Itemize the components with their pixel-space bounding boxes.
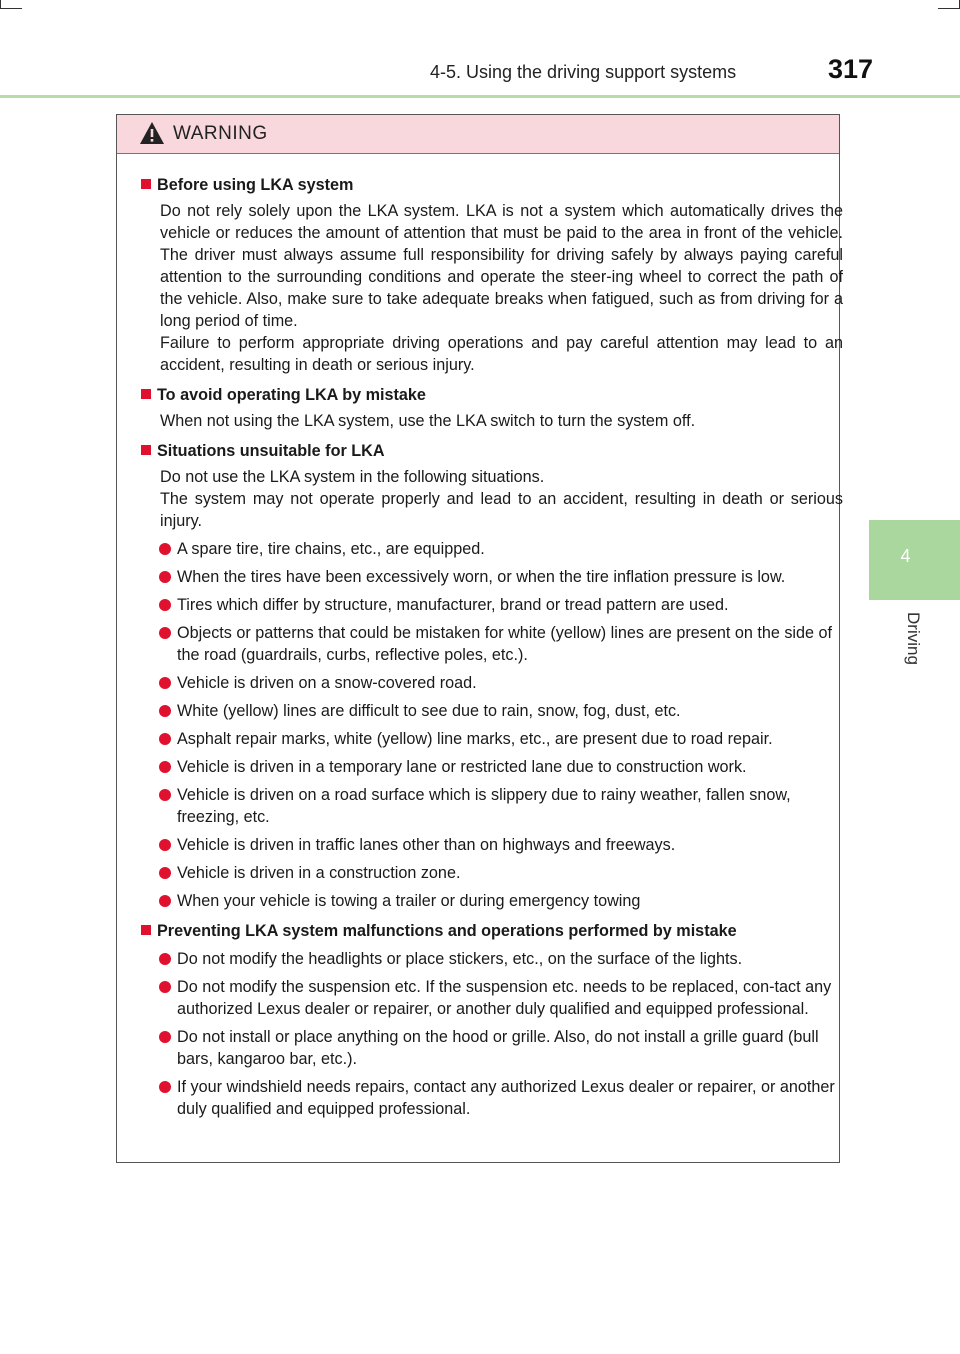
bullet-dot-icon (159, 627, 171, 639)
list-item: Vehicle is driven in a temporary lane or restricted lane due to construction work. (159, 756, 850, 778)
bullet-dot-icon (159, 895, 171, 907)
list-item: Do not modify the headlights or place stickers, etc., on the surface of the lights. (159, 948, 850, 970)
section-body (159, 200, 843, 376)
bullet-dot-icon (159, 981, 171, 993)
list-item: Vehicle is driven on a road surface which is slippery due to rainy weather, fallen snow, freezing, etc. (159, 784, 850, 828)
bullet-dot-icon (159, 733, 171, 745)
list-item: Do not install or place anything on the hood or grille. Also, do not install a grille guard (bull bars, kangaroo bar, etc.). (159, 1026, 850, 1070)
bullet-dot-icon (159, 789, 171, 801)
bullet-dot-icon (159, 867, 171, 879)
warning-triangle-icon (139, 121, 165, 145)
list-item: Tires which differ by structure, manufacturer, brand or tread pattern are used. (159, 594, 850, 616)
chapter-label (903, 612, 921, 692)
warning-section (141, 384, 831, 432)
list-item: When your vehicle is towing a trailer or during emergency towing (159, 890, 850, 912)
warning-header (117, 115, 839, 154)
bullet-dot-icon (159, 571, 171, 583)
paragraph: When not using the LKA system, use the LKA switch to turn the system off. (160, 412, 696, 430)
section-header: 4-5. Using the driving support systems (430, 62, 737, 82)
section-heading: Situations unsuitable for LKA (141, 440, 831, 462)
chapter-number: 4 (900, 546, 911, 566)
square-bullet-icon (141, 925, 151, 935)
bullet-dot-icon (159, 677, 171, 689)
bullet-dot-icon (159, 1031, 171, 1043)
warning-title: WARNING (173, 123, 268, 144)
square-bullet-icon (141, 389, 151, 399)
crop-mark (0, 0, 1, 8)
bullet-dot-icon (159, 953, 171, 965)
list-item: When the tires have been excessively worn, or when the tire inflation pressure is low. (159, 566, 850, 588)
bullet-dot-icon (159, 839, 171, 851)
list-item: Vehicle is driven in a construction zone. (159, 862, 850, 884)
section-heading: To avoid operating LKA by mistake (141, 384, 831, 406)
crop-mark (938, 8, 960, 9)
section-heading: Before using LKA system (141, 174, 831, 196)
paragraph: Do not use the LKA system in the following situations. (160, 468, 545, 486)
crop-mark (0, 8, 22, 9)
warning-section (141, 174, 843, 376)
bullet-dot-icon (159, 543, 171, 555)
warning-section (141, 920, 835, 1120)
paragraph: Do not rely solely upon the LKA system. LKA is not a system which automatically drives the vehicle or reduces the amount of attention that must be paid to the area in front of the vehicle. The driver must always assume full responsibility for driving safely by always paying careful attention to the surrounding conditions and operate the steer-ing wheel to correct the path of the vehicle. Also, make sure to take adequate breaks when fatigued, such as from driving for a long period of time. (160, 202, 843, 330)
section-heading: Preventing LKA system malfunctions and operations performed by mistake (141, 920, 831, 942)
list-item: Asphalt repair marks, white (yellow) line marks, etc., are present due to road repair. (159, 728, 850, 750)
chapter-tab (869, 520, 960, 600)
list-item: Vehicle is driven on a snow-covered road. (159, 672, 850, 694)
list-item: A spare tire, tire chains, etc., are equipped. (159, 538, 850, 560)
warning-content (117, 154, 843, 1120)
bullet-dot-icon (159, 599, 171, 611)
section-body (159, 410, 843, 432)
list-item: Objects or patterns that could be mistaken for white (yellow) lines are present on the side of the road (guardrails, curbs, reflective poles, etc.). (159, 622, 850, 666)
warning-section (141, 440, 843, 912)
square-bullet-icon (141, 445, 151, 455)
chapter-label-text: Driving (904, 612, 923, 665)
bullet-dot-icon (159, 1081, 171, 1093)
list-item: If your windshield needs repairs, contact any authorized Lexus dealer or repairer, or another duly qualified and equipped professional. (159, 1076, 850, 1120)
warning-box (116, 114, 843, 1163)
page-number: 317 (828, 54, 874, 84)
section-body (159, 466, 843, 532)
bullet-dot-icon (159, 761, 171, 773)
square-bullet-icon (141, 179, 151, 189)
header-rule (0, 95, 960, 98)
list-item: Do not modify the suspension etc. If the suspension etc. needs to be replaced, con-tact any authorized Lexus dealer or repairer, or another duly qualified and equipped professional. (159, 976, 850, 1020)
list-item: White (yellow) lines are difficult to see due to rain, snow, fog, dust, etc. (159, 700, 850, 722)
paragraph: The system may not operate properly and lead to an accident, resulting in death or serious injury. (160, 490, 843, 530)
list-item: Vehicle is driven in traffic lanes other than on highways and freeways. (159, 834, 850, 856)
paragraph: Failure to perform appropriate driving operations and pay careful attention may lead to an accident, resulting in death or serious injury. (160, 334, 843, 374)
bullet-dot-icon (159, 705, 171, 717)
